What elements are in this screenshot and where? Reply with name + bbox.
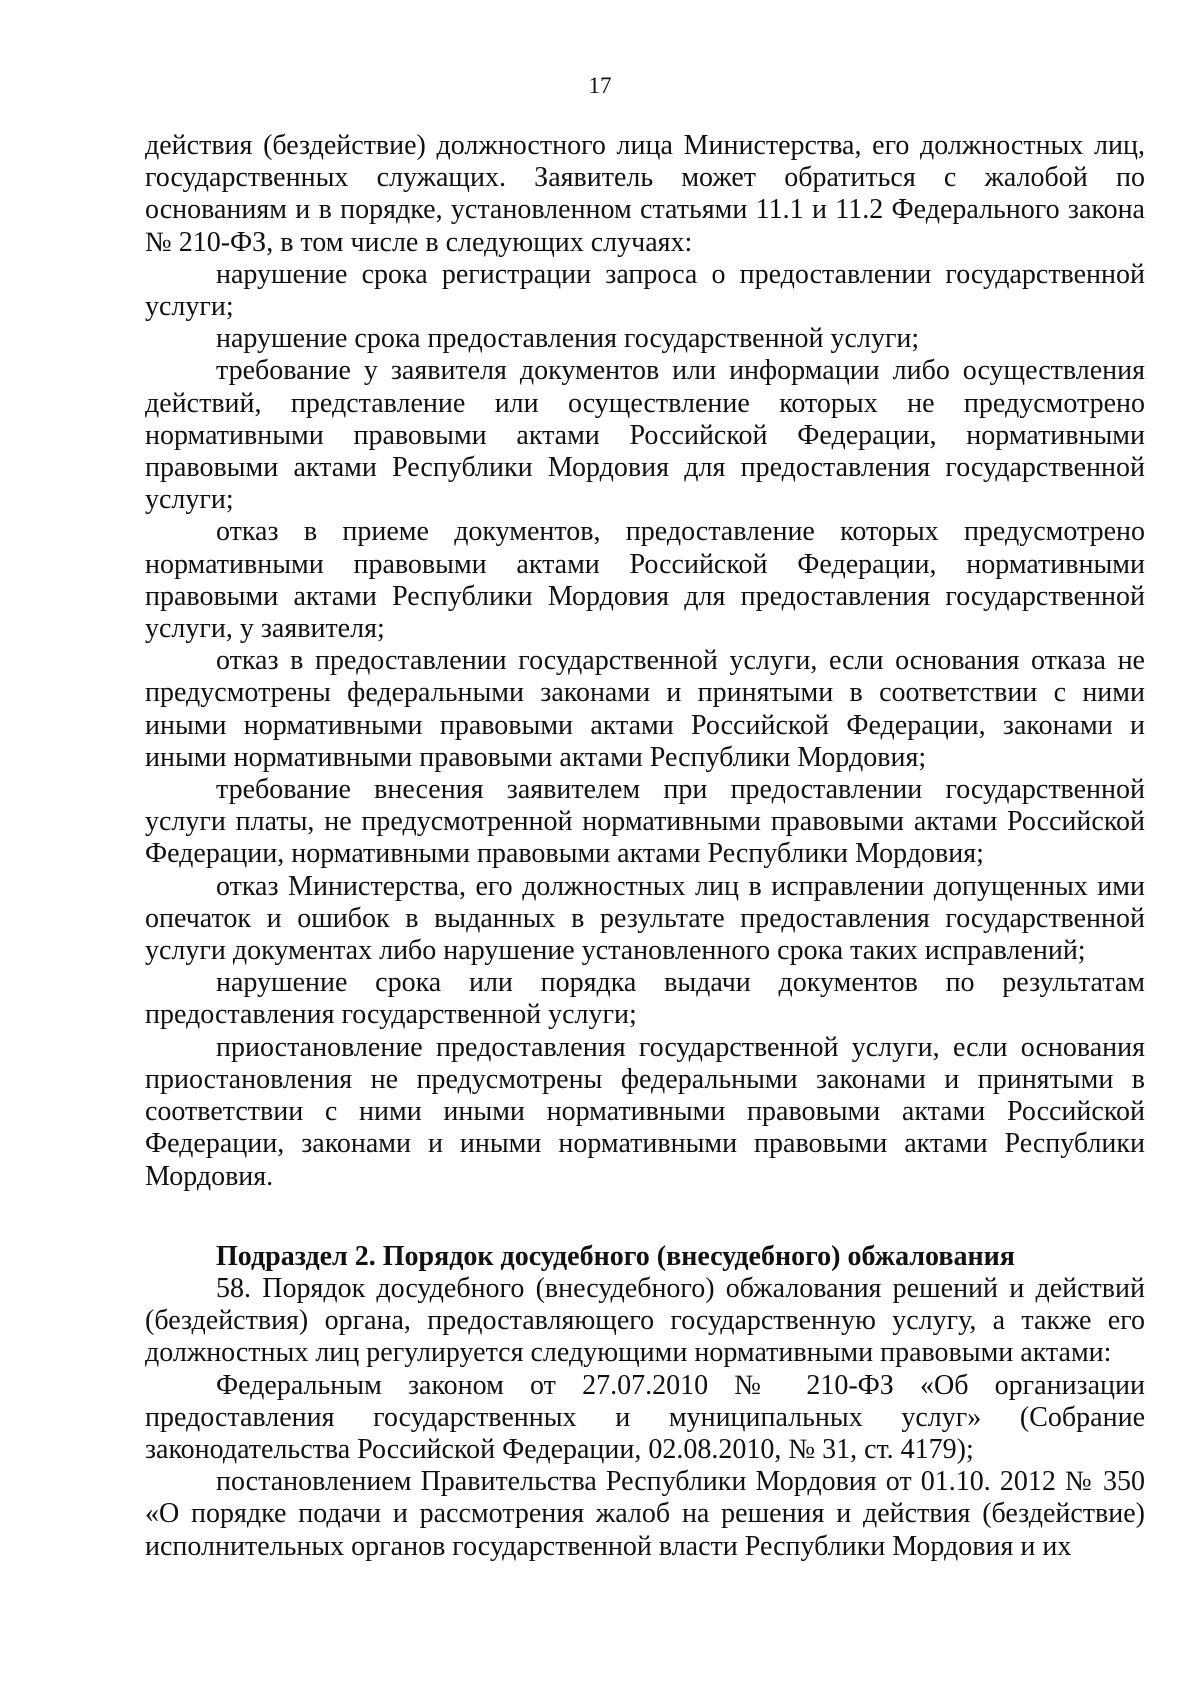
section-heading: Подраздел 2. Порядок досудебного (внесудебного) обжалования bbox=[216, 1240, 1015, 1272]
page-number: 17 bbox=[588, 73, 612, 98]
list-item: требование у заявителя документов или информации либо осуществления действий, представление или осуществление которых не предусмотрено нормативными правовыми актами Российской Федерации, нормативными правовыми актами Республики Мордовия для предоставления государственной услуги; bbox=[145, 355, 1145, 516]
list-item: отказ в предоставлении государственной услуги, если основания отказа не предусмотрены федеральными законами и принятыми в соответствии с ними иными нормативными правовыми актами Российской Федерации, законами и иными нормативными правовыми актами Республики Мордовия; bbox=[145, 645, 1145, 773]
paragraph-58: 58. Порядок досудебного (внесудебного) обжалования решений и действий (бездействия) органа, предоставляющего государственную услугу, а также его должностных лиц регулируется следующими нормативными правовыми актами: bbox=[145, 1272, 1145, 1369]
list-item: отказ Министерства, его должностных лиц в исправлении допущенных ими опечаток и ошибок в выданных в результате предоставления государственной услуги документах либо нарушение установленного срока таких исправлений; bbox=[145, 870, 1145, 967]
list-item: требование внесения заявителем при предоставлении государственной услуги платы, не предусмотренной нормативными правовыми актами Российской Федерации, нормативными правовыми актами Республики Мордовия; bbox=[145, 774, 1145, 870]
paragraph-continuation: действия (бездействие) должностного лица Министерства, его должностных лиц, государственных служащих. Заявитель может обратиться с жалобой по основаниям и в порядке, установленном статьями 11.1 и 11.2 Федерального закона № 210-ФЗ, в том числе в следующих случаях: bbox=[145, 130, 1145, 258]
list-item: приостановление предоставления государственной услуги, если основания приостановления не предусмотрены федеральными законами и принятыми в соответствии с ними иными нормативными правовыми актами Российской Федерации, законами и иными нормативными правовыми актами Республики Мордовия. bbox=[145, 1031, 1145, 1192]
list-item: нарушение срока регистрации запроса о предоставлении государственной услуги; bbox=[145, 258, 1145, 323]
list-item: Федеральным законом от 27.07.2010 № 210-ФЗ «Об организации предоставления государственных и муниципальных услуг» (Собрание законодательства Российской Федерации, 02.08.2010, № 31, ст. 4179); bbox=[145, 1369, 1145, 1465]
list-item: нарушение срока предоставления государственной услуги; bbox=[216, 323, 920, 355]
document-body bbox=[145, 130, 1145, 1563]
list-item: постановлением Правительства Республики Мордовия от 01.10. 2012 № 350 «О порядке подачи и рассмотрения жалоб на решения и действия (бездействие) исполнительных органов государственной власти Республики Мордовия и их bbox=[145, 1466, 1145, 1562]
list-item: нарушение срока или порядка выдачи документов по результатам предоставления государственной услуги; bbox=[145, 967, 1145, 1031]
list-item: отказ в приеме документов, предоставление которых предусмотрено нормативными правовыми актами Российской Федерации, нормативными правовыми актами Республики Мордовия для предоставления государственной услуги, у заявителя; bbox=[145, 516, 1145, 645]
